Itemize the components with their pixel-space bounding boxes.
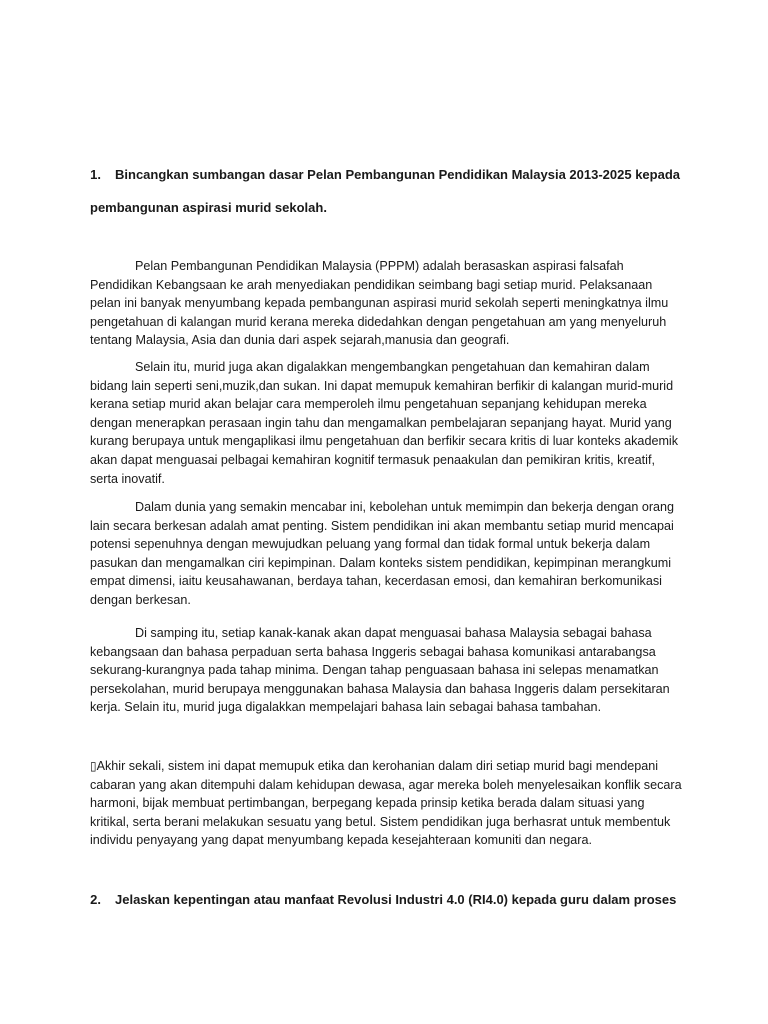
paragraph-4: Di samping itu, setiap kanak-kanak akan dapat menguasai bahasa Malaysia sebagai bahasa kebangsaan dan bahasa perpaduan serta bahasa Inggeris sebagai bahasa komunikasi antarabangsa sekurang-kurangnya pada tahap minima. Dengan tahap penguasaan bahasa ini selepas menamatkan persekolahan, murid berupaya menggunakan bahasa Malaysia dan bahasa Inggeris dalam persekitaran kerja. Selain itu, murid juga digalakkan mempelajari bahasa lain sebagai bahasa tambahan. — [90, 626, 670, 715]
paragraph-2: Selain itu, murid juga akan digalakkan mengembangkan pengetahuan dan kemahiran dalam bidang lain seperti seni,muzik,dan sukan. Ini dapat memupuk kemahiran berfikir di kalangan murid-murid kerana setiap murid akan belajar cara memperoleh ilmu pengetahuan sepanjang kehidupan mereka dengan menerapkan perasaan ingin tahu dan mengamalkan pembelajaran sepanjang hayat. Murid yang kurang berupaya untuk mengaplikasi ilmu pengetahuan dan berfikir secara kritis di luar konteks akademik akan dapat menguasai pelbagai kemahiran kognitif termasuk penaakulan dan pemikiran kritis, kreatif, serta inovatif. — [90, 360, 679, 486]
paragraph-3: Dalam dunia yang semakin mencabar ini, kebolehan untuk memimpin dan bekerja dengan orang lain secara berkesan adalah amat penting. Sistem pendidikan ini akan membantu setiap murid mencapai potensi sepenuhnya dengan mewujudkan peluang yang formal dan tidak formal untuk bekerja dalam pasukan dan mengamalkan ciri kepimpinan. Dalam konteks sistem pendidikan, kepimpinan merangkumi empat dimensi, iaitu keusahawanan, berdaya tahan, kecerdasan emosi, dan kemahiran berkomunikasi dengan berkesan. — [90, 500, 675, 607]
question-2-number: 2. — [90, 892, 101, 907]
paragraph-1: Pelan Pembangunan Pendidikan Malaysia (PPPM) adalah berasaskan aspirasi falsafah Pendidikan Kebangsaan ke arah menyediakan pendidikan seimbang bagi setiap murid. Pelaksanaan pelan ini banyak menyumbang kepada pembangunan aspirasi murid sekolah seperti meningkatnya ilmu pengetahuan di kalangan murid kerana mereka didedahkan dengan pengetahuan am yang menyeluruh tentang Malaysia, Asia dan dunia dari aspek sejarah,manusia dan geografi. — [90, 259, 669, 348]
question-1-text-continued: pembangunan aspirasi murid sekolah. — [90, 200, 327, 215]
question-1-text: Bincangkan sumbangan dasar Pelan Pembangunan Pendidikan Malaysia 2013-2025 kepada — [115, 167, 680, 182]
paragraph-5-text: Akhir sekali, sistem ini dapat memupuk etika dan kerohanian dalam diri setiap murid bagi mendepani cabaran yang akan ditempuhi dalam kehidupan dewasa, agar mereka boleh menyelesaikan konflik secara harmoni, bijak membuat pertimbangan, berpegang kepada prinsip ketika berada dalam situasi yang kritikal, serta berani melakukan sesuatu yang betul. Sistem pendidikan juga berhasrat untuk membentuk individu penyayang yang dapat menyumbang kepada kesejahteraan komuniti dan negara. — [90, 759, 682, 848]
question-1-number: 1. — [90, 167, 101, 182]
paragraph-5 — [90, 757, 682, 850]
question-1-heading — [90, 166, 690, 184]
question-2-heading — [90, 891, 690, 909]
missing-glyph-icon: ▯ — [90, 759, 97, 773]
question-2-text: Jelaskan kepentingan atau manfaat Revolusi Industri 4.0 (RI4.0) kepada guru dalam proses — [115, 892, 677, 907]
